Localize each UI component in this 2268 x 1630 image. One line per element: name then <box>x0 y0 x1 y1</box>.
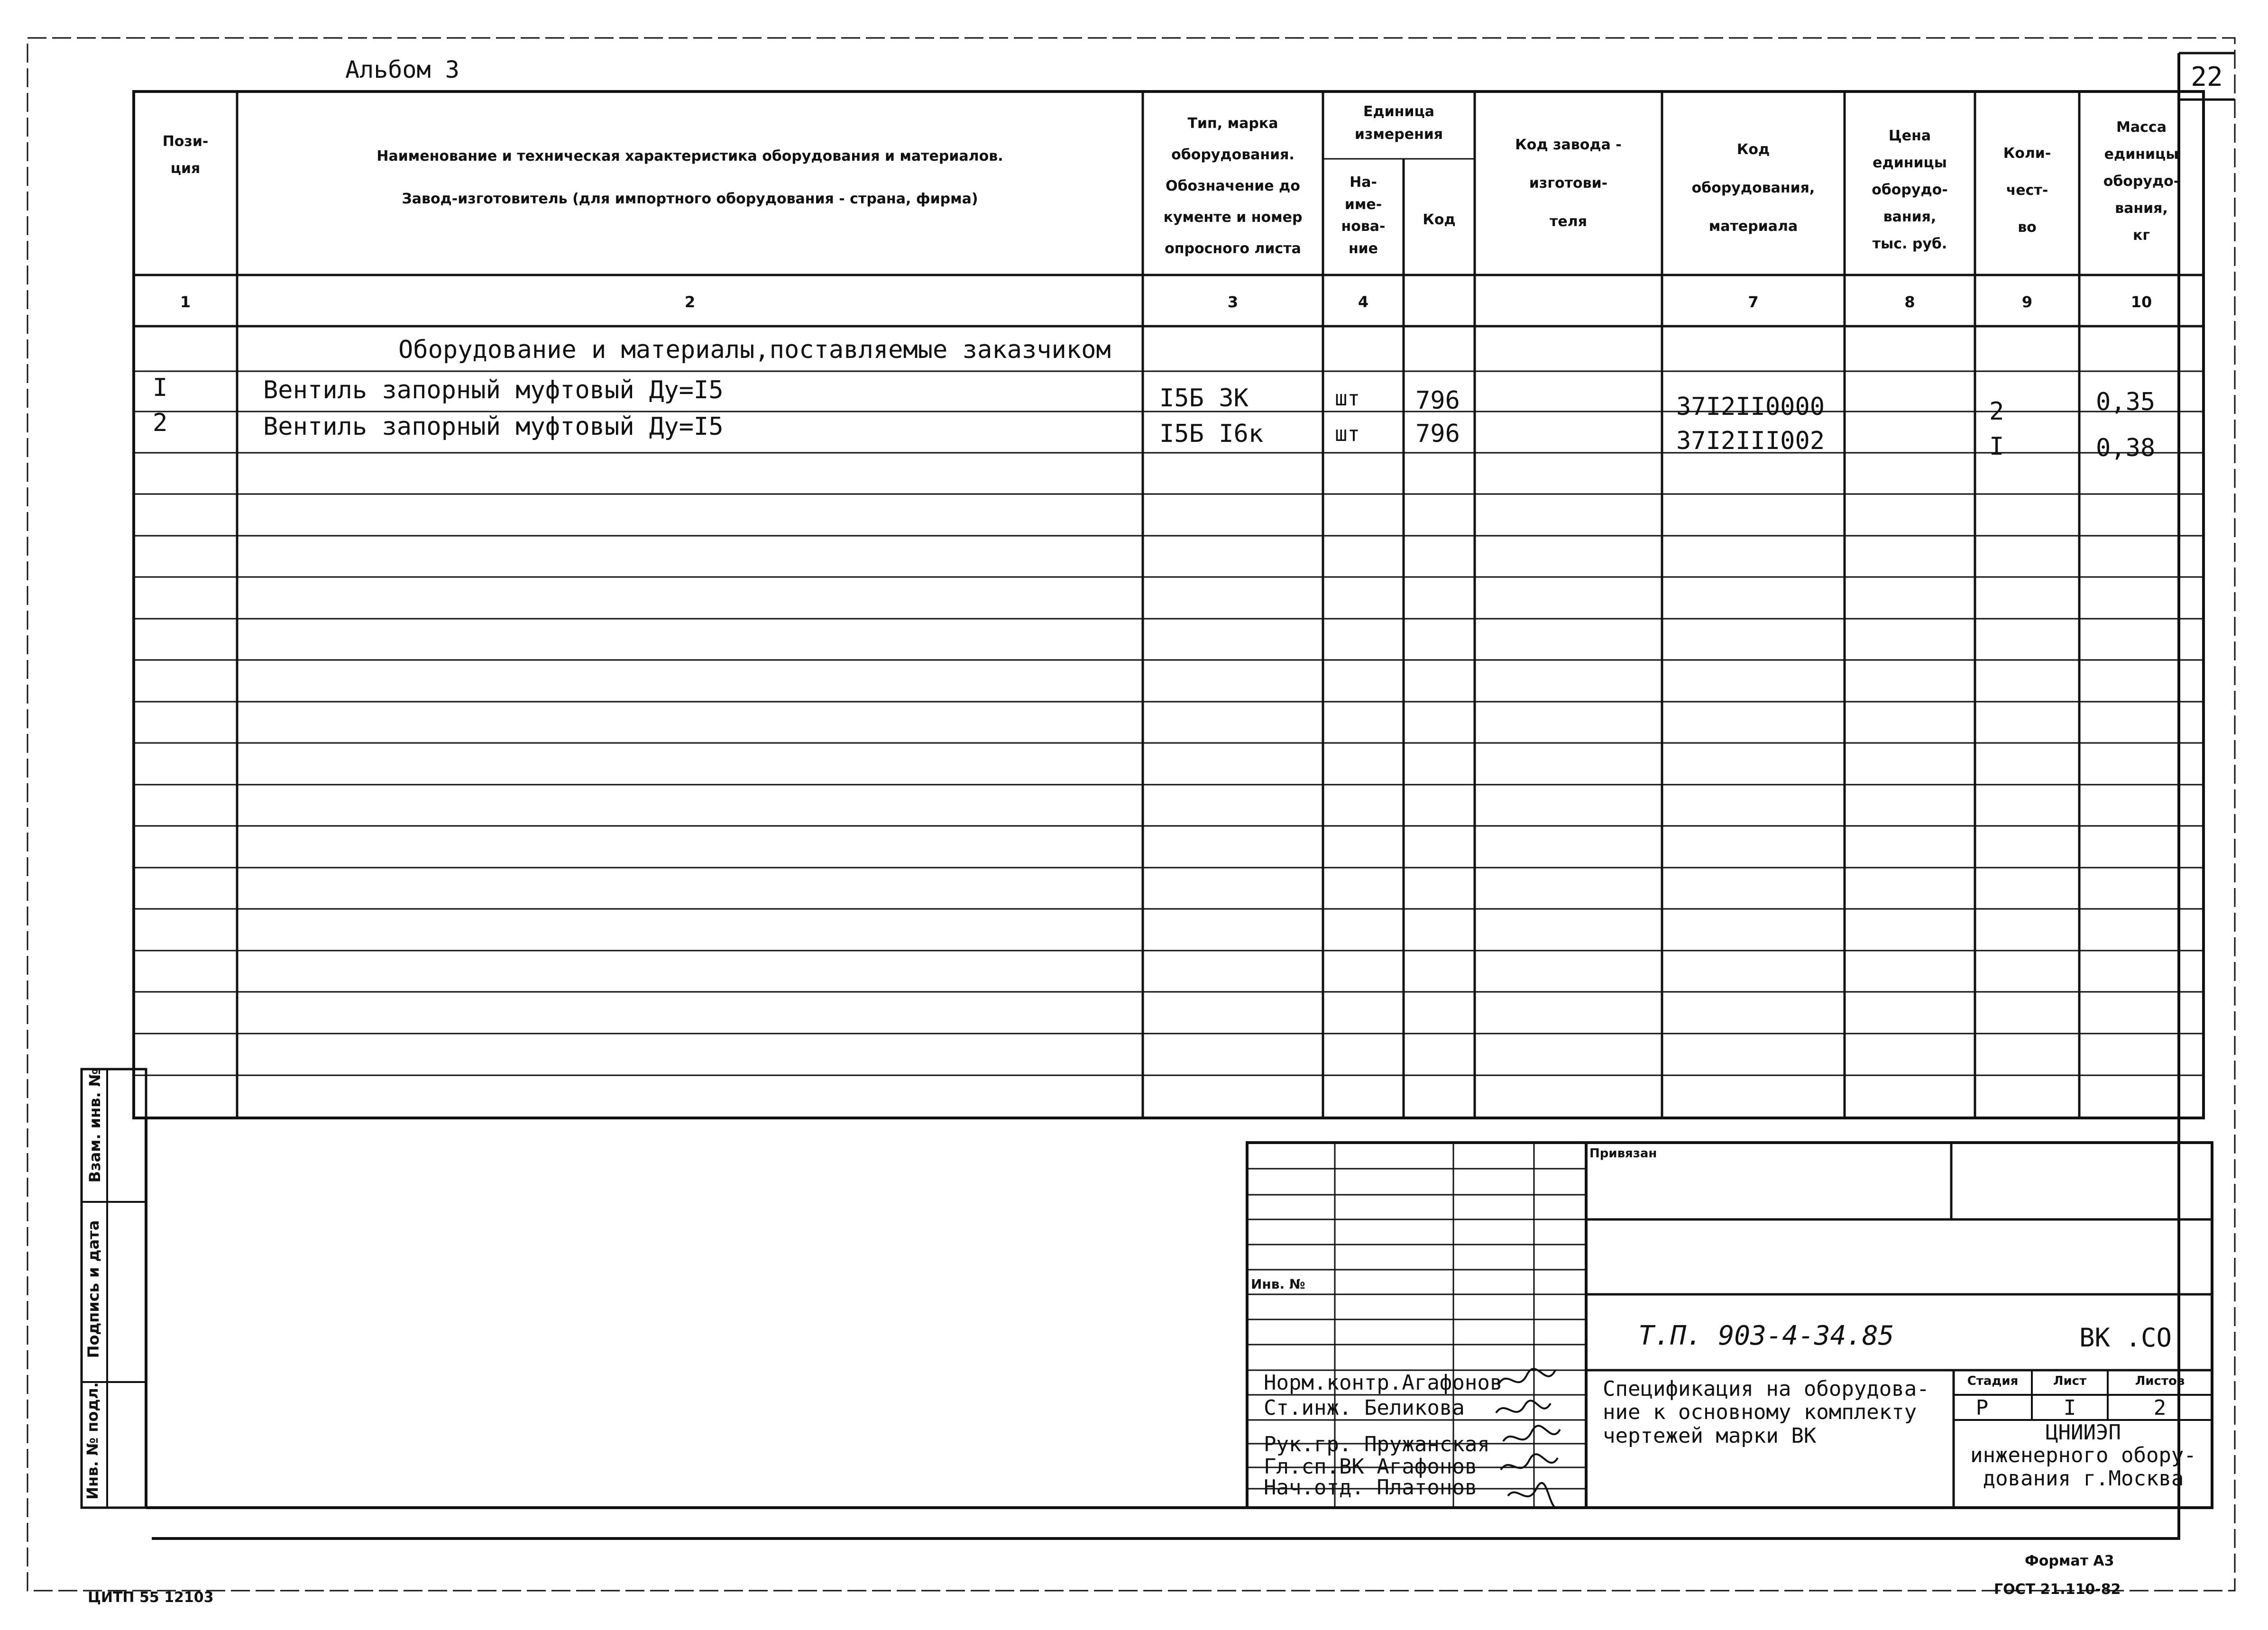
side-stamp-label: Взам. инв. № <box>86 1068 104 1183</box>
row-unit: шт <box>1335 422 1360 446</box>
sheet-label: Лист <box>2053 1374 2087 1388</box>
header-unit-name: На- име- нова- ние <box>1341 174 1386 257</box>
signature-role: Гл.сп.ВК <box>1264 1455 1364 1479</box>
signature-name: Пружанская <box>1364 1432 1490 1456</box>
row-name: Вентиль запорный муфтовый Ду=I5 <box>263 412 724 441</box>
ctp-label: ЦИТП 55 12103 <box>88 1589 214 1606</box>
header-type: Тип, марка оборудования. Обозначение до кументе и номер опросного листа <box>1163 115 1303 257</box>
signature-role: Ст.инж. <box>1264 1396 1352 1420</box>
sheets-label: Листов <box>2135 1374 2185 1388</box>
row-equipment-code: 37I2III002 <box>1676 427 1825 455</box>
column-number-8: 8 <box>1904 293 1915 311</box>
side-stamp-original-inv <box>28 1382 156 1500</box>
document-title-line: ние к основному комплекту <box>1603 1400 1917 1425</box>
section-title: Оборудование и материалы,поставляемые заказчиком <box>398 336 1111 364</box>
sheets-value: 2 <box>2153 1396 2167 1420</box>
row-position: I <box>153 374 168 402</box>
row-unit-code: 796 <box>1415 386 1460 415</box>
row-quantity: I <box>1989 432 2004 461</box>
document-code: ВК .СО <box>2079 1323 2172 1353</box>
project-code: Т.П. 903-4-34.85 <box>1638 1320 1894 1351</box>
signature-name: Агафонов <box>1402 1371 1503 1395</box>
gost-label: ГОСТ 21.110-82 <box>1994 1581 2121 1598</box>
row-unit-code: 796 <box>1415 420 1460 448</box>
signature-row <box>1264 1456 1477 1477</box>
signature-role: Рук.гр. <box>1264 1432 1352 1456</box>
side-stamp-label: Инв. № подл. <box>83 1382 101 1500</box>
row-type: I5Б I6к <box>1159 420 1264 448</box>
header-name: Наименование и техническая характеристика оборудования и материалов. Завод-изготовитель (для импортного оборудования - страна, фирма) <box>376 148 1003 207</box>
column-number-10: 10 <box>2130 293 2152 311</box>
column-number-2: 2 <box>684 293 696 311</box>
column-number-9: 9 <box>2021 293 2033 311</box>
organization-line: инженерного обору- <box>1970 1443 2196 1468</box>
organization-line: дования г.Москва <box>1983 1466 2184 1491</box>
header-price: Цена единицы оборудо- вания, тыс. руб. <box>1872 128 1948 252</box>
signature-role: Нач.отд. <box>1264 1475 1364 1500</box>
row-quantity: 2 <box>1989 397 2004 426</box>
header-quantity: Коли- чест- во <box>2003 145 2051 236</box>
signature-row <box>1264 1398 1465 1419</box>
stage-value: Р <box>1975 1396 1989 1420</box>
organization-line: ЦНИИЭП <box>2046 1420 2121 1445</box>
privyazan-label: Привязан <box>1589 1146 1657 1161</box>
column-number-4: 4 <box>1358 293 1369 311</box>
inventory-number-label: Инв. № <box>1251 1276 1305 1292</box>
handwritten-signatures <box>1494 1365 1570 1512</box>
row-type: I5Б 3К <box>1159 384 1249 412</box>
signature-role: Норм.контр. <box>1264 1371 1402 1395</box>
column-number-7: 7 <box>1748 293 1759 311</box>
header-position: Пози- ция <box>162 133 209 177</box>
row-mass: 0,38 <box>2096 434 2156 462</box>
row-unit: шт <box>1335 386 1360 411</box>
stage-label: Стадия <box>1967 1374 2019 1388</box>
column-number-3: 3 <box>1227 293 1239 311</box>
row-position: 2 <box>153 409 168 437</box>
signature-name: Агафонов <box>1377 1455 1478 1479</box>
format-label: Формат А3 <box>2025 1553 2114 1569</box>
row-name: Вентиль запорный муфтовый Ду=I5 <box>263 376 724 404</box>
sheet-value: I <box>2063 1396 2076 1420</box>
album-label: Альбом 3 <box>345 56 459 83</box>
document-title-line: чертежей марки ВК <box>1603 1423 1817 1448</box>
side-stamp-signature-date <box>1 1220 186 1358</box>
signature-row <box>1264 1434 1490 1455</box>
sheet-number: 22 <box>2191 62 2223 92</box>
signature-name: Платонов <box>1377 1475 1478 1500</box>
header-factory-code: Код завода - изготови- теля <box>1515 137 1622 230</box>
document-title <box>1603 1377 1929 1447</box>
header-mass: Масса единицы оборудо- вания, кг <box>2103 119 2180 244</box>
signature-row <box>1264 1373 1502 1393</box>
document-title-line: Спецификация на оборудова- <box>1603 1377 1929 1401</box>
header-equipment-code: Код оборудования, материала <box>1691 141 1815 235</box>
signature-row <box>1264 1477 1477 1498</box>
organization <box>1955 1421 2212 1490</box>
row-mass: 0,35 <box>2096 388 2156 416</box>
row-equipment-code: 37I2II0000 <box>1676 393 1825 421</box>
side-stamp-label: Подпись и дата <box>84 1220 102 1358</box>
signature-name: Беликова <box>1364 1396 1465 1420</box>
side-stamp-replaced-inv <box>28 1068 161 1183</box>
header-unit: Единица измерения <box>1354 103 1443 143</box>
column-number-1: 1 <box>180 293 191 311</box>
header-unit-code: Код <box>1423 211 1456 228</box>
